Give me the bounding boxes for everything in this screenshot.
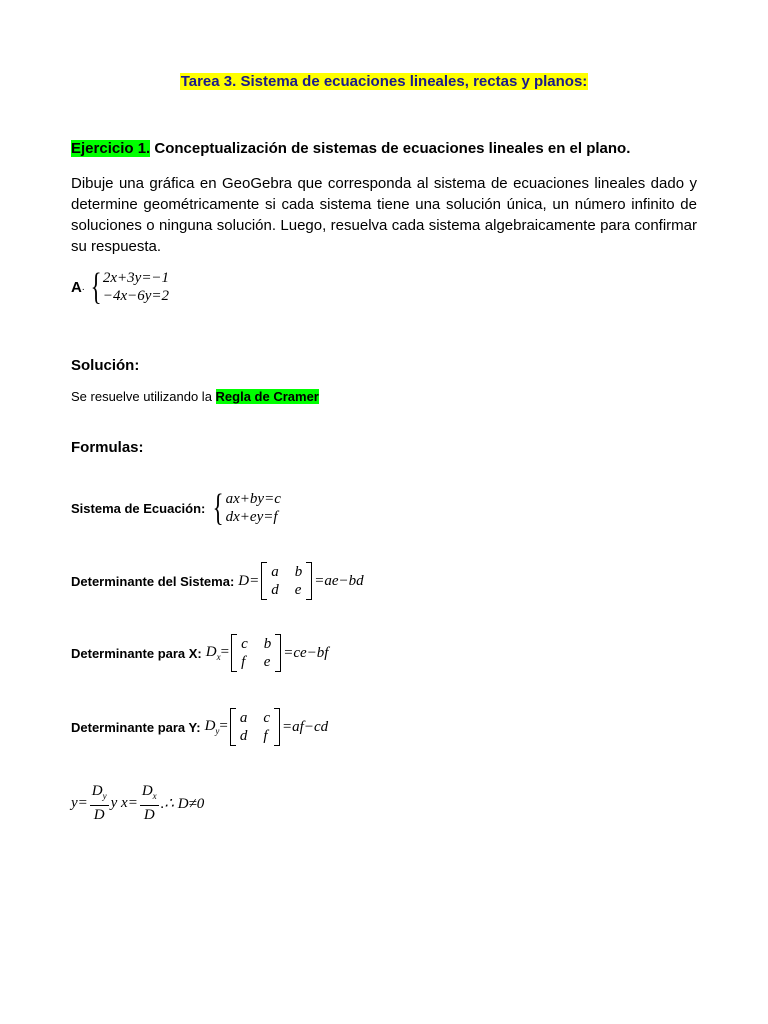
item-a-system [71, 268, 169, 306]
exercise-title: Conceptualización de sistemas de ecuaciones lineales en el plano. [154, 140, 631, 157]
det-system [71, 562, 364, 600]
right-bracket [306, 562, 312, 600]
connector: y x= [110, 794, 138, 811]
page-title [0, 73, 768, 90]
condition: .∴ D≠0 [160, 795, 205, 812]
left-brace: { [213, 487, 224, 529]
y-lhs: y= [71, 794, 88, 811]
matrix-cell: b [263, 636, 272, 652]
det-y-rhs: =af−cd [282, 718, 329, 735]
system-label: Sistema de Ecuación: [71, 500, 206, 516]
x-denominator: D [143, 807, 155, 823]
system-equations [103, 269, 169, 305]
general-equations [226, 490, 281, 526]
solution-text [71, 389, 319, 404]
right-bracket [275, 634, 281, 672]
det-system-lhs: D= [238, 572, 260, 589]
matrix-cell: b [294, 564, 303, 580]
general-system [71, 489, 281, 527]
equation-1: 2x+3y=−1 [102, 270, 170, 286]
det-x [71, 634, 328, 672]
det-x-label: Determinante para X: [71, 645, 202, 661]
exercise-label: Ejercicio 1. [71, 140, 151, 157]
y-numerator: $D_y$ [90, 782, 109, 806]
item-a-label: A [71, 278, 82, 296]
solution-prefix: Se resuelve utilizando la [71, 389, 216, 404]
det-x-matrix [231, 634, 281, 672]
det-y-lhs: $D_y=$ [204, 718, 228, 736]
matrix-cell: f [241, 654, 246, 670]
matrix-cell: e [294, 582, 302, 598]
det-y [71, 708, 328, 746]
det-x-lhs: $D_x=$ [205, 644, 230, 662]
y-denominator: D [93, 807, 105, 823]
det-system-matrix [261, 562, 312, 600]
y-fraction [90, 782, 109, 824]
matrix-cell: a [239, 710, 248, 726]
matrix-cell: a [271, 564, 279, 580]
exercise-heading [71, 140, 630, 157]
matrix-cell: d [271, 582, 279, 598]
det-system-rhs: =ae−bd [314, 572, 364, 589]
matrix-cell: e [263, 654, 271, 670]
exercise-instructions: Dibuje una gráfica en GeoGebra que corresponda al sistema de ecuaciones lineales dado y determine geométricamente si cada sistema tiene una solución única, un número infinito de soluciones o ninguna solución. Luego, resuelva cada sistema algebraicamente para confirmar su respuesta. [71, 175, 697, 255]
page-title-text: Tarea 3. Sistema de ecuaciones lineales, rectas y planos: [180, 73, 588, 90]
left-brace: { [90, 266, 102, 308]
right-bracket [274, 708, 280, 746]
solution-heading: Solución: [71, 357, 140, 374]
matrix-cell: c [263, 710, 271, 726]
x-numerator: $D_x$ [140, 782, 159, 806]
formulas-heading: Formulas: [71, 439, 144, 456]
general-equation-1: ax+by=c [225, 491, 281, 507]
method-highlight: Regla de Cramer [215, 389, 319, 404]
det-y-matrix [230, 708, 280, 746]
equation-2: −4x−6y=2 [102, 288, 170, 304]
det-system-label: Determinante del Sistema: [71, 573, 235, 589]
x-fraction [140, 782, 159, 824]
det-y-label: Determinante para Y: [71, 719, 201, 735]
item-a-dot: . [81, 281, 85, 293]
matrix-cell: d [239, 728, 248, 744]
matrix-cell: c [241, 636, 248, 652]
det-x-rhs: =ce−bf [283, 644, 329, 661]
general-equation-2: dx+ey=f [225, 509, 278, 525]
matrix-cell: f [263, 728, 268, 744]
cramer-solution-formula [71, 782, 204, 824]
